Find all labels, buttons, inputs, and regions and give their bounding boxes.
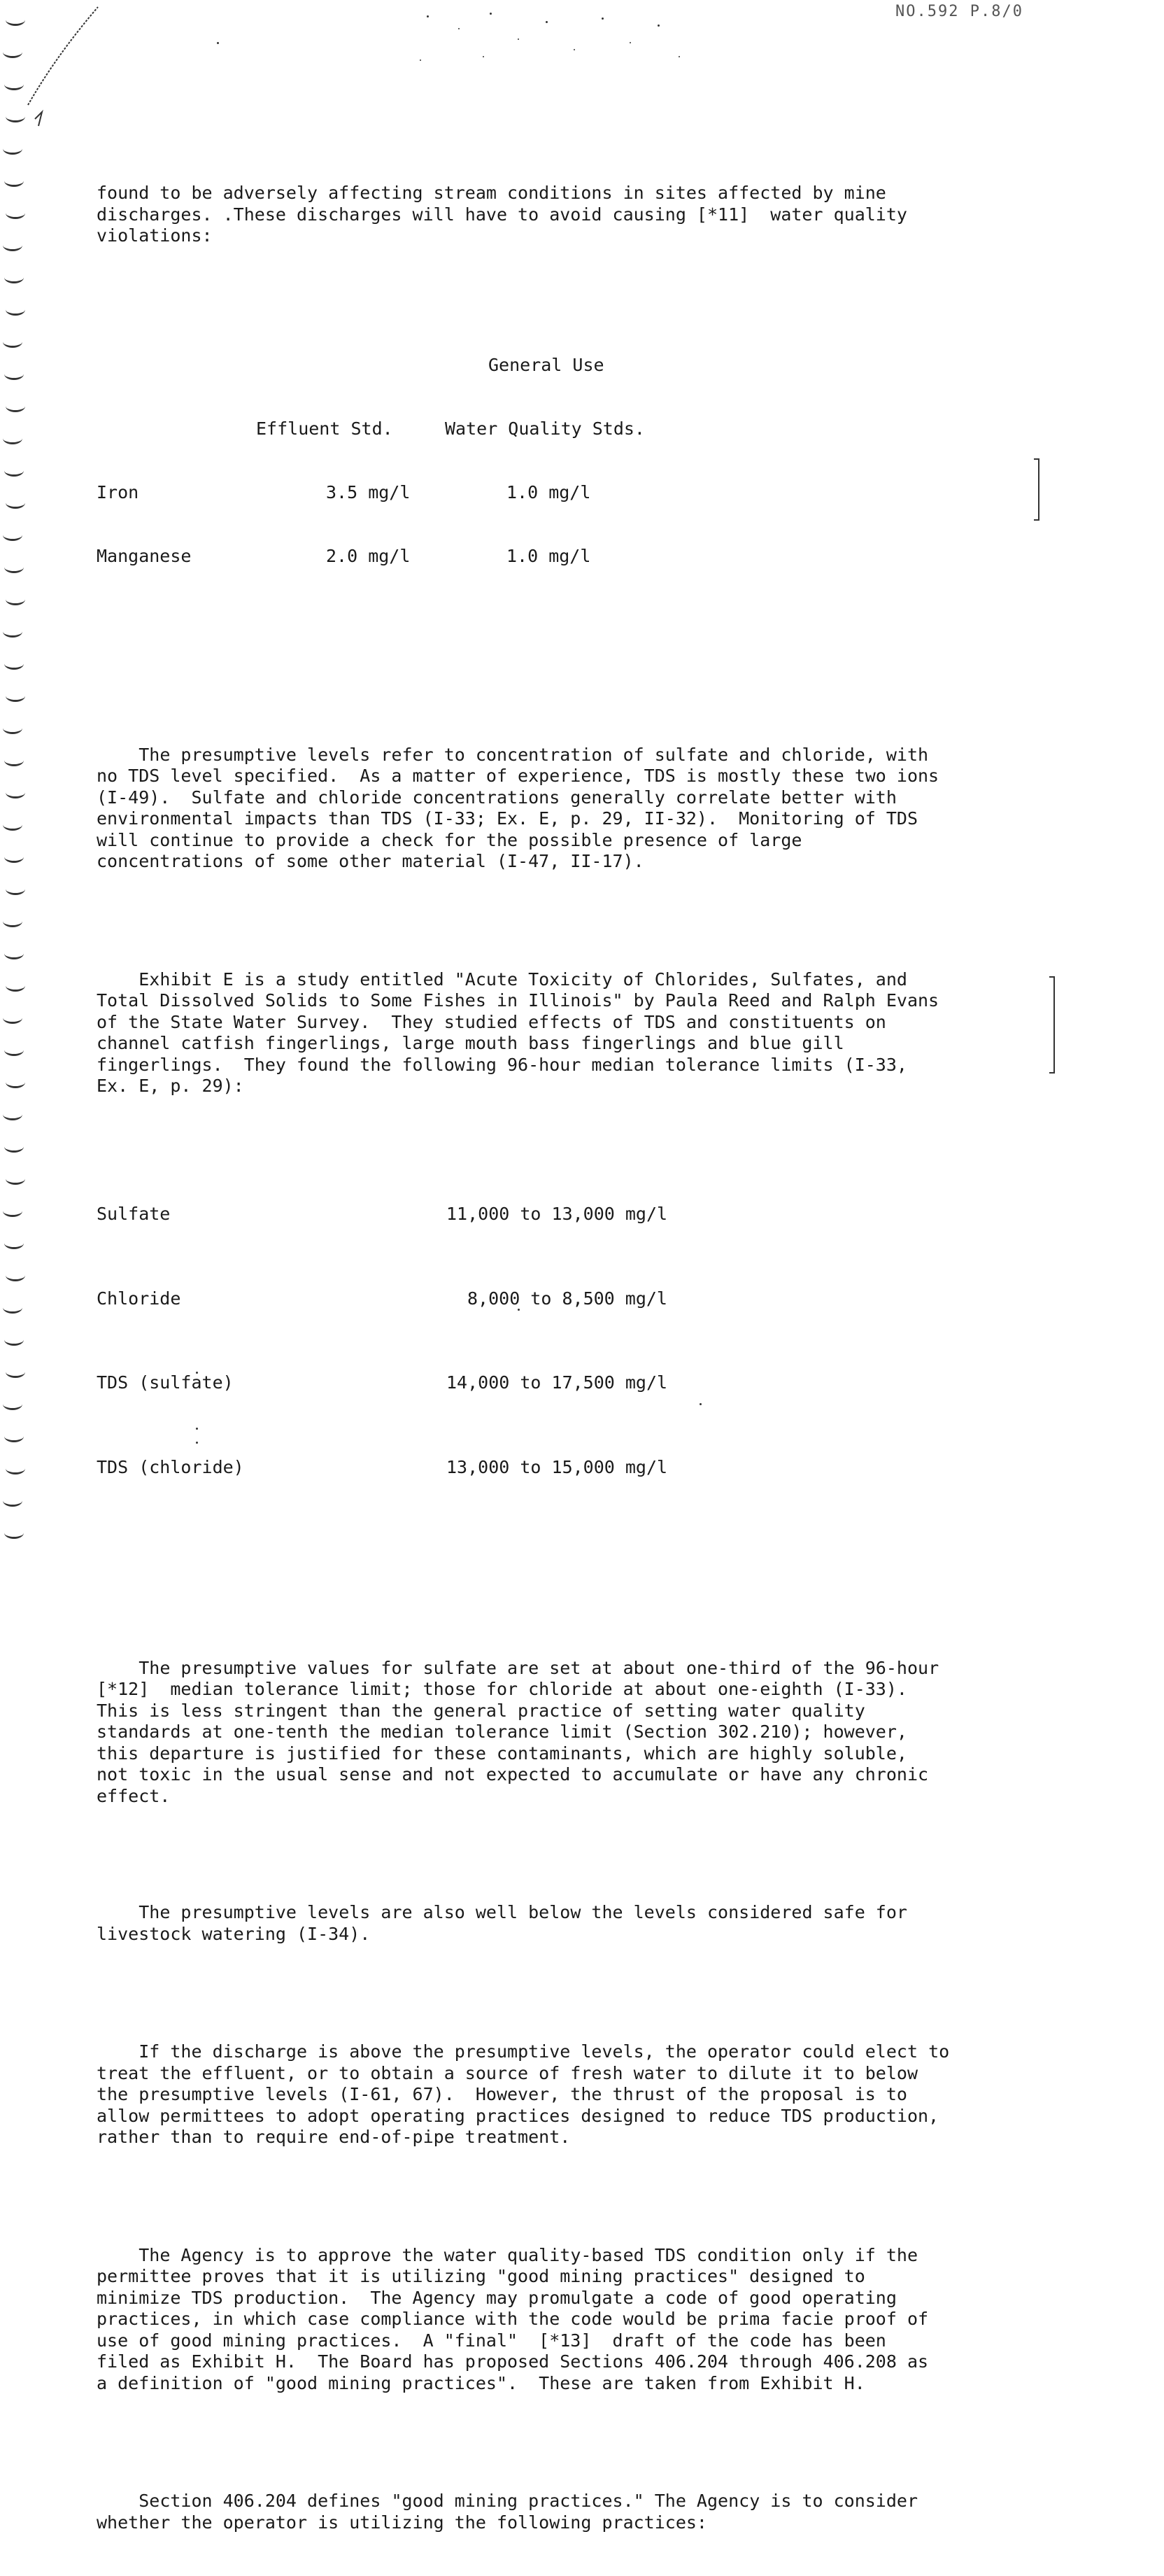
fax-page-number: NO.592 P.8/0 xyxy=(895,3,1023,20)
binder-mark xyxy=(6,690,25,702)
binder-mark xyxy=(3,1012,22,1024)
binder-mark xyxy=(4,368,24,380)
binder-mark xyxy=(6,1366,25,1378)
binder-mark xyxy=(6,883,25,895)
binder-mark xyxy=(3,529,22,541)
binder-mark xyxy=(3,143,22,155)
binder-mark xyxy=(3,46,22,58)
binder-mark xyxy=(6,1173,25,1185)
binder-mark xyxy=(4,948,24,959)
binder-mark xyxy=(3,915,22,927)
binder-mark xyxy=(4,465,24,477)
binder-mark xyxy=(3,1495,22,1507)
column-header-water-quality: Water Quality Stds. xyxy=(445,418,645,439)
binder-mark xyxy=(6,1463,25,1474)
column-header-effluent: Effluent Std. xyxy=(256,418,393,439)
binder-mark xyxy=(6,111,25,122)
binder-mark xyxy=(6,593,25,605)
table-row: Iron 3.5 mg/l 1.0 mg/l xyxy=(97,482,591,502)
binder-mark xyxy=(6,14,25,26)
document-body xyxy=(97,140,1062,2576)
binder-mark xyxy=(6,1269,25,1281)
binder-mark xyxy=(6,787,25,798)
paragraph-7: The Agency is to approve the water quality-based TDS condition only if the permittee proves that it is utilizing "good mining practices" designed to minimize TDS production. The Agency may promulgate a code of good operating practices, in which case compliance with the code would be prima facie proof of use of good mining practices. A "final" [*13] draft of the code has been filed as Exhibit H. The Board has proposed Sections 406.204 through 406.208 as a definition of "good mining practices". These are taken from Exhibit H. xyxy=(97,2244,929,2393)
binder-mark xyxy=(6,980,25,992)
margin-bracket-mark xyxy=(1034,458,1039,521)
table-row: TDS (sulfate) 14,000 to 17,500 mg/l xyxy=(97,1372,668,1393)
binder-mark xyxy=(4,1527,24,1539)
binder-mark xyxy=(3,336,22,348)
table-row: Chloride 8,000 to 8,500 mg/l xyxy=(97,1288,667,1309)
binder-mark xyxy=(3,239,22,251)
paragraph-2: The presumptive levels refer to concentration of sulfate and chloride, with no TDS level specified. As a matter of experience, TDS is mostly these two ions (I-49). Sulfate and chloride concentrations generally correlate better with environmental impacts than TDS (I-33; Ex. E, p. 29, II-32). Monitoring of TDS will continue to provide a check for the possible presence of large concentrations of some other material (I-47, II-17). xyxy=(97,744,939,871)
margin-bracket-mark xyxy=(1049,976,1055,1074)
binder-mark xyxy=(3,1302,22,1314)
binder-mark xyxy=(3,1398,22,1410)
binder-mark xyxy=(6,207,25,219)
paragraph-8: Section 406.204 defines "good mining practices." The Agency is to consider whether the operator is utilizing the following practices: xyxy=(97,2491,918,2533)
paragraph-6: If the discharge is above the presumptive levels, the operator could elect to treat the effluent, or to obtain a source of fresh water to dilute it to below the presumptive levels (I-61, 67). However, the thrust of the proposal is to allow permittees to adopt operating practices designed to reduce TDS production, rather than to require end-of-pipe treatment. xyxy=(97,2041,950,2147)
binder-mark xyxy=(4,1430,24,1442)
binder-mark xyxy=(4,175,24,187)
table-row: Sulfate 11,000 to 13,000 mg/l xyxy=(97,1204,668,1224)
binder-mark xyxy=(3,1108,22,1120)
binder-mark xyxy=(4,851,24,863)
binder-mark xyxy=(4,1044,24,1056)
tolerance-table xyxy=(97,1161,1062,1541)
binder-mark xyxy=(4,561,24,573)
binder-mark xyxy=(3,432,22,444)
binder-mark xyxy=(4,754,24,766)
table-row: Manganese 2.0 mg/l 1.0 mg/l xyxy=(97,546,591,566)
binder-mark xyxy=(4,272,24,283)
binder-mark xyxy=(4,1141,24,1153)
binder-edge xyxy=(0,0,42,1636)
table-header-general-use: General Use xyxy=(488,355,604,375)
binder-mark xyxy=(6,1076,25,1088)
table-row: TDS (chloride) 13,000 to 15,000 mg/l xyxy=(97,1456,668,1477)
binder-mark xyxy=(3,722,22,734)
standards-table xyxy=(97,312,1062,610)
corner-scribble xyxy=(14,0,119,140)
binder-mark xyxy=(4,78,24,90)
binder-mark xyxy=(6,304,25,316)
binder-mark xyxy=(3,819,22,831)
binder-mark xyxy=(4,1334,24,1346)
paragraph-4: The presumptive values for sulfate are set at about one-third of the 96-hour [*12] median tolerance limit; those for chloride at about one-eighth (I-33). This is less stringent than the general practice of setting water quality standards at one-tenth the median tolerance limit (Section 302.210); however, this departure is justified for these contaminants, which are highly soluble, not toxic in the usual sense and not expected to accumulate or have any chronic effect. xyxy=(97,1657,939,1806)
paragraph-3: Exhibit E is a study entitled "Acute Toxicity of Chlorides, Sulfates, and Total Dissolved Solids to Some Fishes in Illinois" by Paula Reed and Ralph Evans of the State Water Survey. They studied effects of TDS and constituents on channel catfish fingerlings, large mouth bass fingerlings and blue gill fingerlings. They found the following 96-hour median tolerance limits (I-33, Ex. E, p. 29): xyxy=(97,969,939,1096)
binder-mark xyxy=(4,1237,24,1249)
binder-mark xyxy=(6,400,25,412)
paragraph-1: found to be adversely affecting stream conditions in sites affected by mine discharges. .These discharges will have to avoid causing [*11] water quality violations: xyxy=(97,183,907,246)
binder-mark xyxy=(3,1205,22,1217)
binder-mark xyxy=(4,658,24,670)
binder-mark xyxy=(3,626,22,638)
paragraph-5: The presumptive levels are also well below the levels considered safe for livestock watering (I-34). xyxy=(97,1902,907,1944)
binder-mark xyxy=(6,497,25,509)
